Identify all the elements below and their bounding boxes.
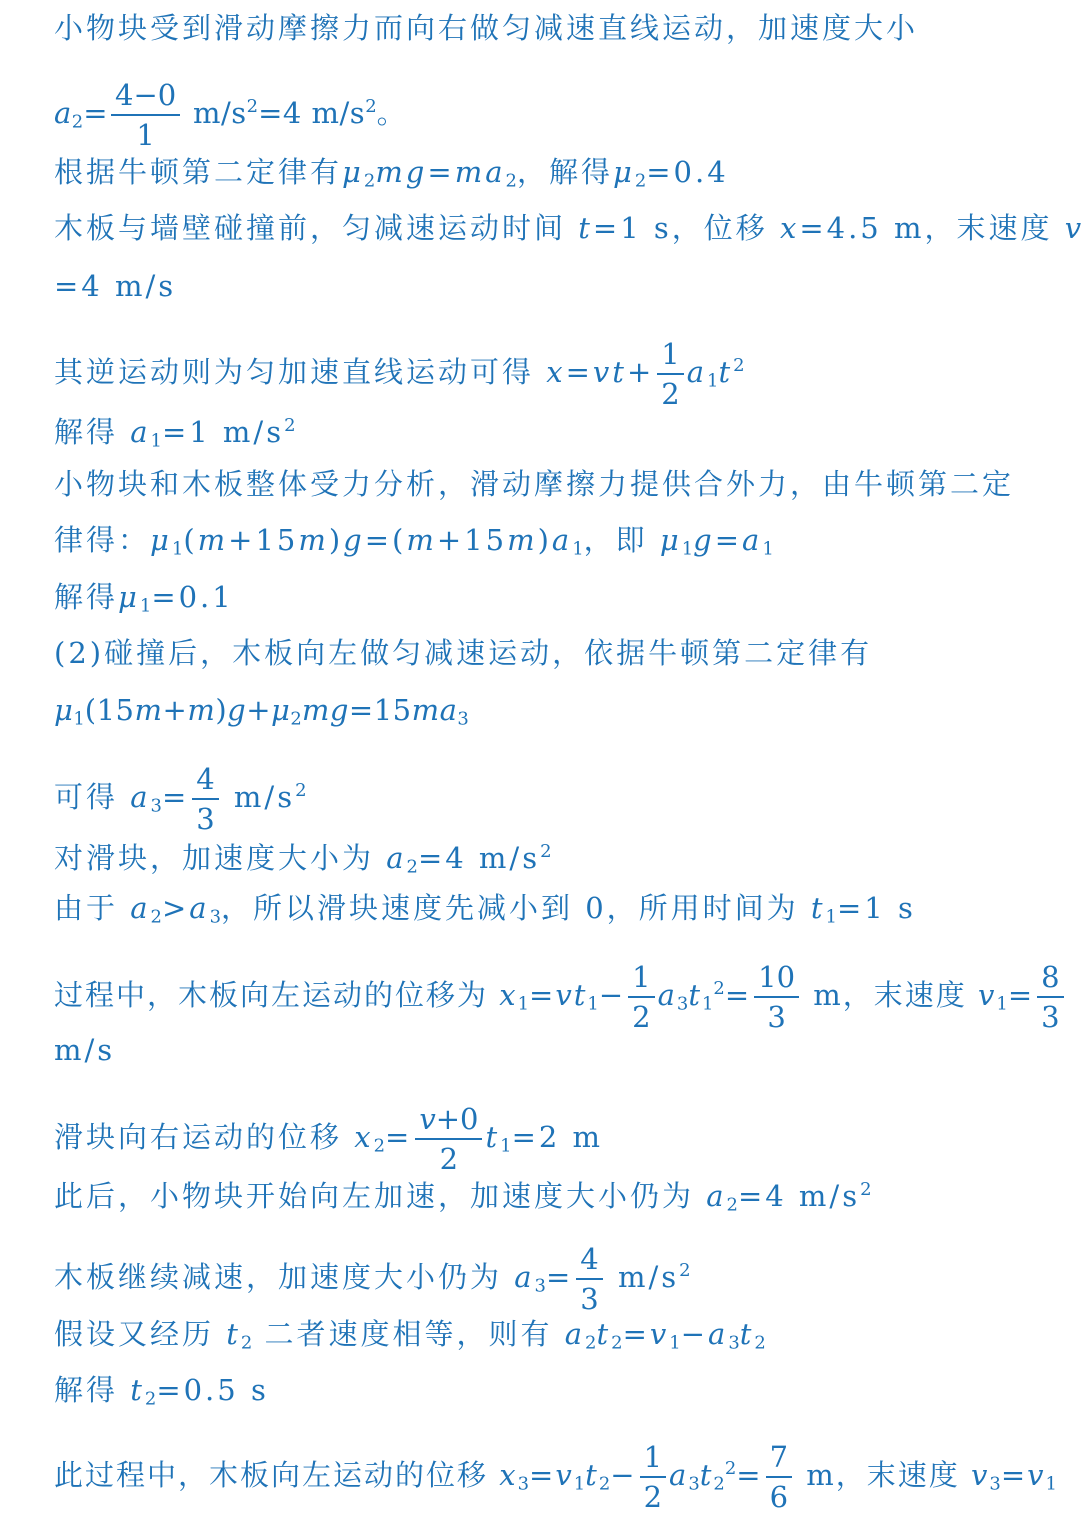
fraction: $\frac{8}{3}$: [1037, 958, 1063, 1036]
text-line-18: 滑块向右运动的位移 $x_2=$ $\frac{v+0}{2}$ $t_1=2$ m: [54, 1102, 604, 1176]
text-line-13: 可得 $a_3=$ $\frac{4}{3}$ $m/s^2$: [54, 762, 307, 836]
text-line-15: 由于 $a_2>a_3$，所以滑块速度先减小到 0，所用时间为 $t_1=1$ s: [54, 891, 916, 928]
text-line-19: 此后，小物块开始向左加速，加速度大小仍为 $a_2=4$ $m/s^2$: [54, 1178, 872, 1216]
text-line-20: 木板继续减速，加速度大小仍为 $a_3=$ $\frac{4}{3}$ $m/s^2$: [54, 1242, 691, 1316]
fraction: $\frac{4-0}{1}$: [111, 76, 180, 154]
fraction: $\frac{4}{3}$: [192, 760, 218, 838]
text-line-9: 律得：$\mu_1(m+15m)g=(m+15m)a_1$，即 $\mu_1g=a_1$: [54, 523, 774, 560]
text-line-10: 解得$\mu_1=0.1$: [54, 580, 234, 617]
text-line-16: 过程中，木板向左运动的位移为 $x_1=vt_1-$ $\frac{1}{2}$ $a_3t_1^2=$ $\frac{10}{3}$ m，末速度 $v_1=$ $\frac{8}{3}$: [54, 958, 1067, 1036]
text-line-21: 假设又经历 $t_2$ 二者速度相等，则有 $a_2t_2=v_1-a_3t_2$: [54, 1317, 766, 1354]
text-line-17: m/s: [54, 1033, 116, 1067]
text-line-6: 其逆运动则为匀加速直线运动可得 x=vt+ $\frac{1}{2}$ $a_1t^2$: [54, 337, 745, 411]
text-line-4: 木板与墙壁碰撞前，匀减速运动时间 t=1 s，位移 x=4.5 m，末速度 v: [54, 211, 1084, 245]
text-line-7: 解得 $a_1=1$ $m/s^2$: [54, 414, 296, 452]
fraction: $\frac{v+0}{2}$: [415, 1100, 482, 1178]
text-line-11: (2)碰撞后，木板向左做匀减速运动，依据牛顿第二定律有: [54, 636, 873, 670]
fraction: $\frac{1}{2}$: [640, 1438, 666, 1516]
equation-line-a2: $a_2=$ $\frac{4-0}{1}$ $m/s^2=4$ $m/s^2$。: [54, 78, 407, 152]
text-line-22: 解得 $t_2=0.5$ s: [54, 1373, 269, 1410]
fraction: $\frac{7}{6}$: [766, 1438, 792, 1516]
text-line-5: =4 m/s: [54, 269, 177, 303]
fraction: $\frac{4}{3}$: [576, 1240, 602, 1318]
fraction: $\frac{1}{2}$: [628, 958, 654, 1036]
text-line-14: 对滑块，加速度大小为 $a_2=4$ $m/s^2$: [54, 840, 552, 878]
text-line-3: 根据牛顿第二定律有$\mu_2mg=ma_2$，解得$\mu_2=0.4$: [54, 155, 729, 192]
text-line-23: 此过程中，木板向左运动的位移 $x_3=v_1t_2-$ $\frac{1}{2}$ $a_3t_2^2=$ $\frac{7}{6}$ m，末速度 $v_3=v_1$: [54, 1440, 1057, 1514]
text-line-12: $\mu_1(15m+m)g+\mu_2mg=15ma_3$: [54, 693, 469, 730]
fraction: $\frac{10}{3}$: [754, 958, 799, 1036]
text-line-8: 小物块和木板整体受力分析，滑动摩擦力提供合外力，由牛顿第二定: [54, 467, 1015, 501]
text-line-1: 小物块受到滑动摩擦力而向右做匀减速直线运动，加速度大小: [54, 11, 919, 45]
fraction: $\frac{1}{2}$: [657, 335, 683, 413]
